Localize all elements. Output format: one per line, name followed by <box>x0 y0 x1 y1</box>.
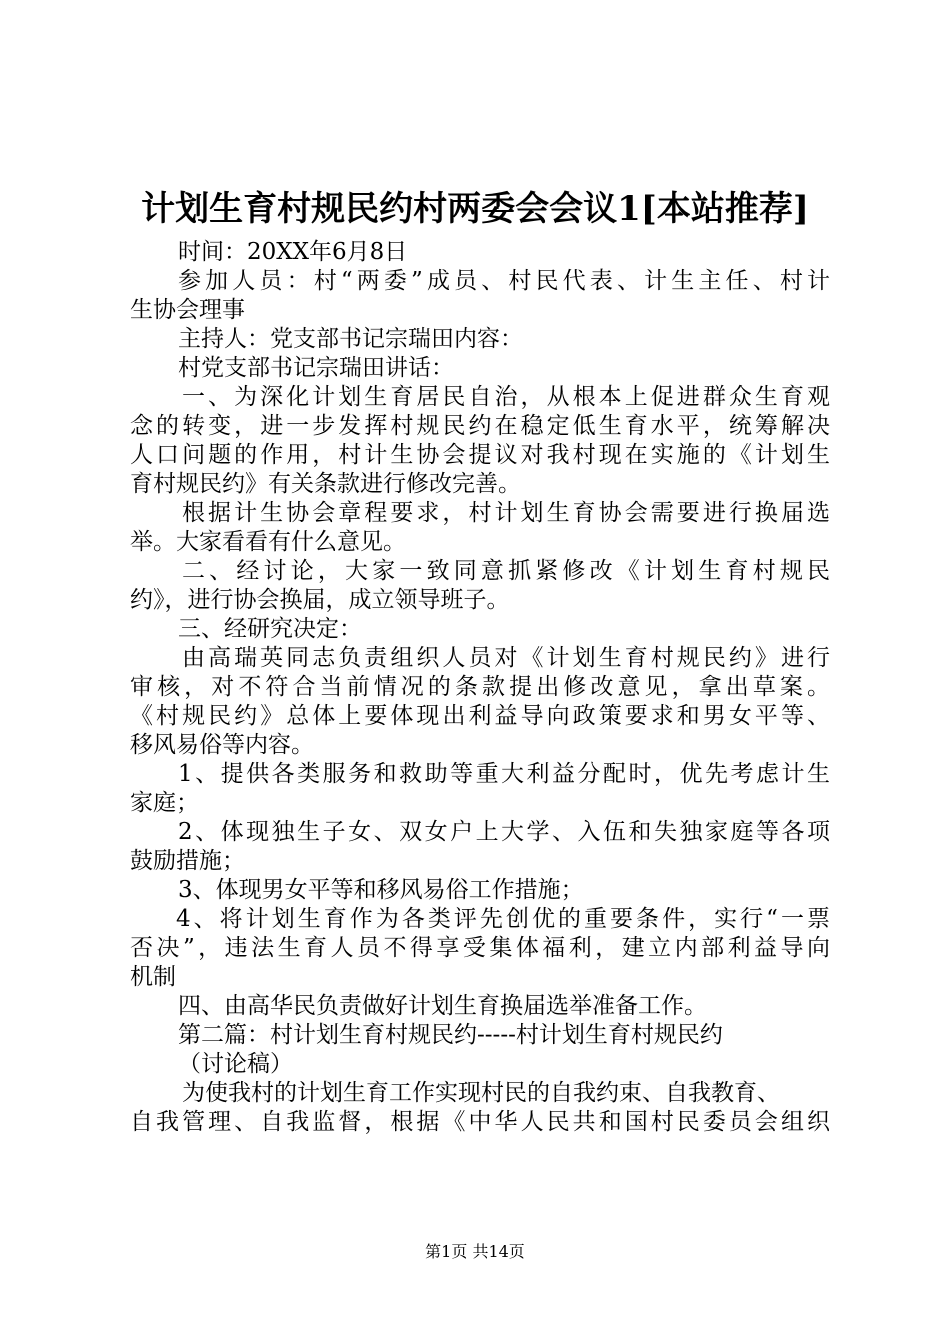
paragraph-line: 约》，进行协会换届，成立领导班子。 <box>130 587 510 613</box>
document-title: 计划生育村规民约村两委会会议1[本站推荐] <box>141 189 809 229</box>
paragraph-line: 自我管理、自我监督，根据《中华人民共和国村民委员会组织 <box>130 1109 830 1135</box>
participants-line: 参加人员：村“两委”成员、村民代表、计生主任、村计 <box>178 268 830 294</box>
document-body <box>130 238 830 1137</box>
host-line: 主持人：党支部书记宗瑞田内容： <box>178 326 523 352</box>
meeting-time-line: 时间：20XX年6月8日 <box>178 239 408 265</box>
list-item-line: 4、将计划生育作为各类评先创优的重要条件，实行“一票 <box>176 906 830 932</box>
paragraph-line: 《村规民约》总体上要体现出利益导向政策要求和男女平等、 <box>130 703 830 729</box>
paragraph-line: 举。大家看看有什么意见。 <box>130 529 406 555</box>
paragraph-line: 二、经讨论，大家一致同意抓紧修改《计划生育村规民 <box>182 558 830 584</box>
page-number-footer: 第1页 共14页 <box>425 1242 525 1261</box>
paragraph-line: 由高瑞英同志负责组织人员对《计划生育村规民约》进行 <box>182 645 830 671</box>
paragraph-line: 育村规民约》有关条款进行修改完善。 <box>130 471 521 497</box>
paragraph-line: 一、为深化计划生育居民自治，从根本上促进群众生育观 <box>182 384 830 410</box>
participants-line-cont: 生协会理事 <box>130 297 245 323</box>
paragraph-line: 念的转变，进一步发挥村规民约在稳定低生育水平，统筹解决 <box>130 413 830 439</box>
paragraph-line: 根据计生协会章程要求，村计划生育协会需要进行换届选 <box>182 500 830 526</box>
chapter-heading-line-cont: （讨论稿） <box>178 1051 293 1077</box>
list-item-line: 否决”，违法生育人员不得享受集体福利，建立内部利益导向 <box>130 935 830 961</box>
paragraph-line: 为使我村的计划生育工作实现村民的自我约束、自我教育、 <box>182 1080 780 1106</box>
paragraph-line: 人口问题的作用，村计生协会提议对我村现在实施的《计划生 <box>130 442 830 468</box>
paragraph-line: 四、由高华民负责做好计划生育换届选举准备工作。 <box>178 993 707 1019</box>
list-item-line: 鼓励措施； <box>130 848 245 874</box>
paragraph-line: 移风易俗等内容。 <box>130 732 314 758</box>
paragraph-line: 审核，对不符合当前情况的条款提出修改意见，拿出草案。 <box>130 674 830 700</box>
speech-heading-line: 村党支部书记宗瑞田讲话： <box>178 355 454 381</box>
list-item-line: 2、体现独生子女、双女户上大学、入伍和失独家庭等各项 <box>178 819 830 845</box>
section-heading-line: 三、经研究决定： <box>178 616 362 642</box>
list-item-line: 机制 <box>130 964 176 990</box>
chapter-heading-line: 第二篇：村计划生育村规民约-----村计划生育村规民约 <box>178 1022 723 1048</box>
list-item-line: 家庭； <box>130 790 199 816</box>
list-item-line: 3、体现男女平等和移风易俗工作措施； <box>178 877 584 903</box>
list-item-line: 1、提供各类服务和救助等重大利益分配时，优先考虑计生 <box>178 761 830 787</box>
